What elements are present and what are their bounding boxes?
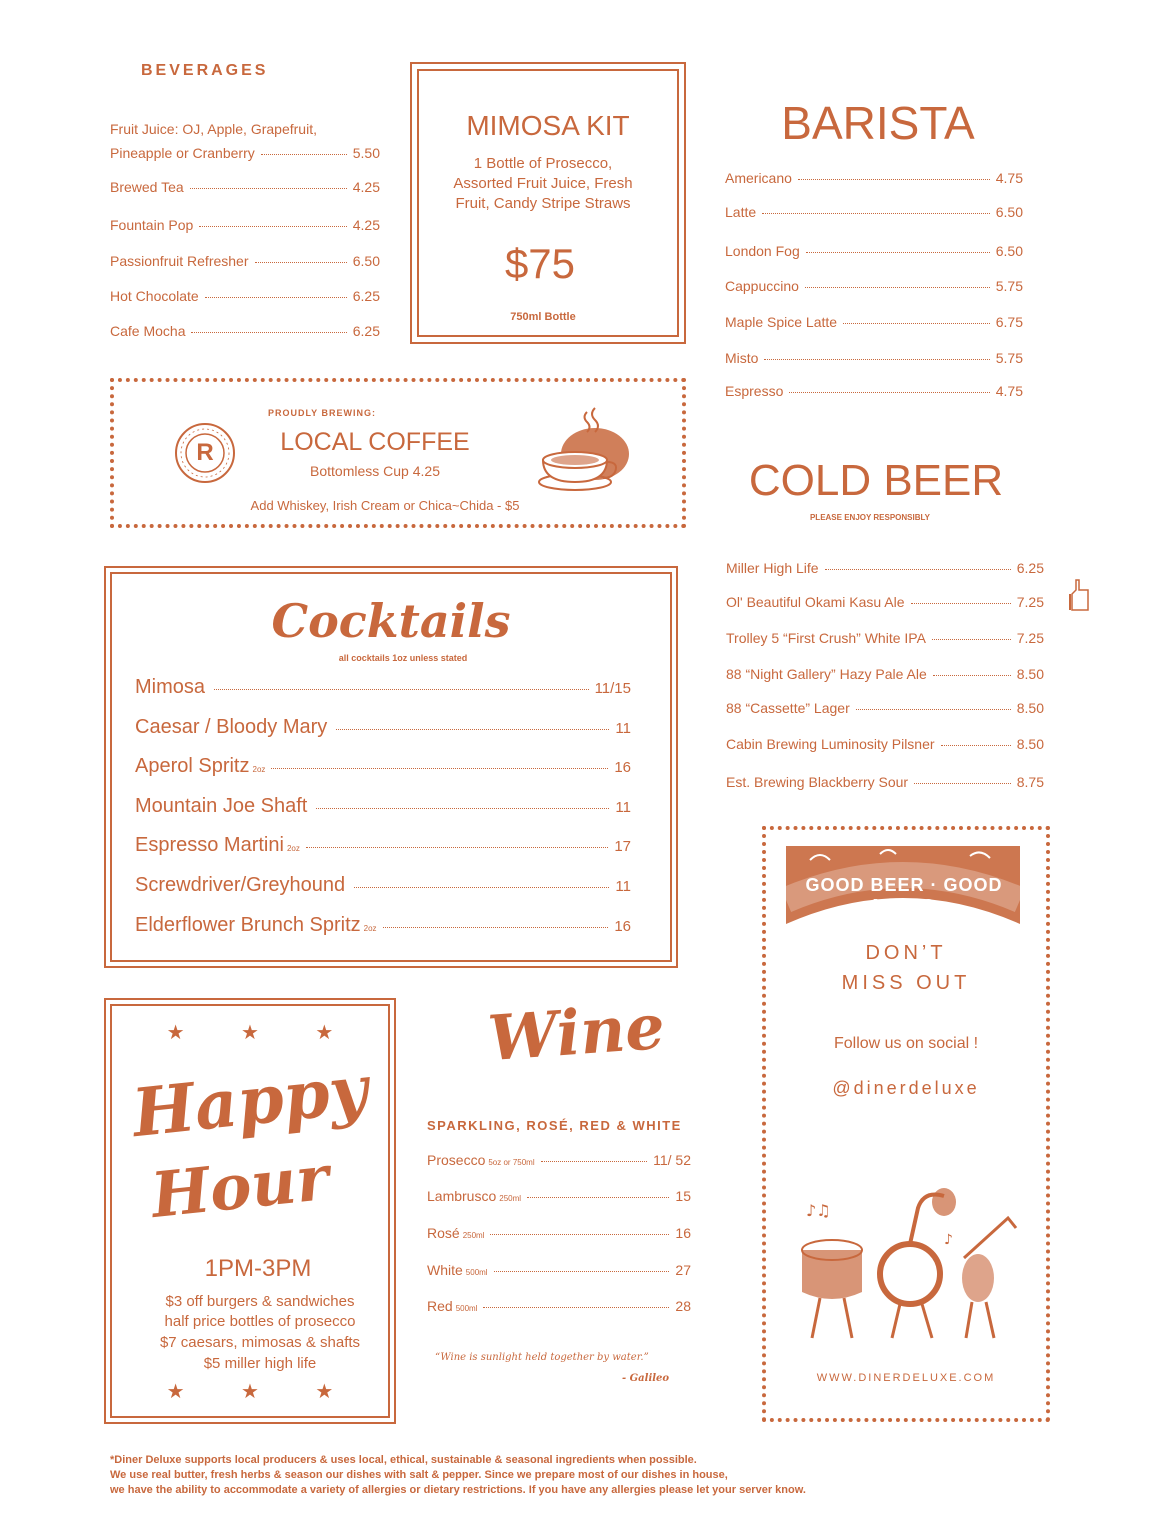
social-line1: DON’T	[865, 942, 947, 964]
local-coffee-subtitle: Bottomless Cup 4.25	[310, 463, 440, 479]
wine-subtitle: SPARKLING, ROSÉ, RED & WHITE	[427, 1118, 682, 1133]
barista-item: Americano 4.75	[725, 170, 1023, 186]
beer-item: 88 “Night Gallery” Hazy Pale Ale 8.50	[726, 666, 1044, 682]
beverage-item: Fountain Pop 4.25	[110, 217, 380, 233]
coffee-cup-icon	[535, 404, 635, 496]
local-coffee-title: LOCAL COFFEE	[280, 428, 470, 456]
wine-item: Red 500ml 28	[427, 1298, 691, 1314]
marching-band-illustration	[794, 1188, 1026, 1348]
local-coffee-eyebrow: PROUDLY BREWING:	[267, 408, 376, 418]
beer-item: 88 “Cassette” Lager 8.50	[726, 700, 1044, 716]
social-handle[interactable]: @dinerdeluxe	[832, 1078, 980, 1098]
star-icon: ★	[315, 1022, 334, 1044]
barista-item: London Fog 6.50	[725, 243, 1023, 259]
cold-beer-title: COLD BEER	[748, 456, 1004, 505]
beverage-item: Hot Chocolate 6.25	[110, 288, 380, 304]
cocktail-item: Espresso Martini 2oz 17	[135, 834, 631, 856]
star-icon: ★	[166, 1022, 185, 1044]
mimosa-kit-desc-3: Fruit, Candy Stripe Straws	[455, 195, 631, 212]
local-coffee-addon: Add Whiskey, Irish Cream or Chica~Chida - $5	[250, 498, 520, 513]
happy-hour-title-line2: Hour	[147, 1140, 333, 1233]
beer-item: Est. Brewing Blackberry Sour 8.75	[726, 774, 1044, 790]
beer-item: Trolley 5 “First Crush” White IPA 7.25	[726, 630, 1044, 646]
good-beer-banner-text: GOOD BEER · GOOD MUSIC	[805, 875, 1003, 916]
happy-hour-deal: $7 caesars, mimosas & shafts	[159, 1334, 361, 1351]
barista-item: Latte 6.50	[725, 204, 1023, 220]
cold-beer-subtitle: PLEASE ENJOY RESPONSIBLY	[809, 513, 931, 522]
beverage-item: Passionfruit Refresher 6.50	[110, 253, 380, 269]
wine-item: Prosecco 5oz or 750ml 11/ 52	[427, 1152, 691, 1168]
barista-item: Cappuccino 5.75	[725, 278, 1023, 294]
happy-hour-deal: $5 miller high life	[203, 1355, 317, 1372]
stars-top	[110, 1020, 390, 1045]
cocktails-subtitle: all cocktails 1oz unless stated	[338, 653, 468, 663]
mimosa-kit-desc-1: 1 Bottle of Prosecco,	[473, 155, 613, 172]
wine-quote-author: - Galileo	[622, 1373, 670, 1384]
star-icon: ★	[315, 1381, 334, 1403]
wine-item: Lambrusco 250ml 15	[427, 1188, 691, 1204]
svg-text:♪: ♪	[944, 1232, 953, 1248]
footer-line2: We use real butter, fresh herbs & season our dishes with salt & pepper. Since we prepare most of our dishes in house,	[110, 1469, 728, 1481]
beverage-item: Cafe Mocha 6.25	[110, 323, 380, 339]
star-icon: ★	[241, 1381, 259, 1403]
mimosa-kit-title: MIMOSA KIT	[466, 110, 630, 141]
star-icon: ★	[241, 1022, 259, 1044]
wine-quote: “Wine is sunlight held together by water.”	[435, 1352, 649, 1363]
cocktail-item: Mimosa 11/15	[135, 676, 631, 698]
footer-line3: we have the ability to accommodate a variety of allergies or dietary restrictions. If you have any allergies please let your server know.	[110, 1484, 806, 1496]
website[interactable]: WWW.DINERDELUXE.COM	[816, 1372, 996, 1384]
footer-line1: *Diner Deluxe supports local producers & uses local, ethical, sustainable & seasonal ingredients when possible.	[110, 1454, 697, 1466]
beer-item: Ol' Beautiful Okami Kasu Ale 7.25	[726, 594, 1044, 610]
svg-text:♪♫: ♪♫	[806, 1201, 831, 1220]
wine-title: Wine	[485, 989, 667, 1076]
wine-item: Rosé 250ml 16	[427, 1225, 691, 1241]
beverage-item: Brewed Tea 4.25	[110, 179, 380, 195]
cocktail-item: Aperol Spritz 2oz 16	[135, 755, 631, 777]
happy-hour-title-line1: Happy	[128, 1049, 372, 1153]
beverages-title: BEVERAGES	[141, 62, 269, 79]
beverage-item-name-line1: Fruit Juice: OJ, Apple, Grapefruit,	[110, 121, 317, 137]
stars-bottom	[110, 1379, 390, 1404]
happy-hour-deal: $3 off burgers & sandwiches	[165, 1293, 355, 1310]
roaster-logo-letter: R	[196, 439, 214, 466]
barista-item: Espresso 4.75	[725, 383, 1023, 399]
cocktails-title: Cocktails	[271, 594, 511, 648]
mimosa-kit-desc-2: Assorted Fruit Juice, Fresh	[453, 175, 633, 192]
thumbs-up-icon	[1066, 578, 1092, 614]
barista-item: Misto 5.75	[725, 350, 1023, 366]
happy-hour-deal: half price bottles of prosecco	[164, 1313, 356, 1330]
mimosa-kit-price: $75	[504, 240, 576, 287]
beverage-item: Pineapple or Cranberry 5.50	[110, 145, 380, 161]
barista-item: Maple Spice Latte 6.75	[725, 314, 1023, 330]
barista-title: BARISTA	[781, 97, 975, 149]
cocktail-item: Screwdriver/Greyhound 11	[135, 874, 631, 896]
cocktail-item: Mountain Joe Shaft 11	[135, 795, 631, 817]
cocktail-item: Caesar / Bloody Mary 11	[135, 716, 631, 738]
mimosa-kit-size: 750ml Bottle	[510, 311, 576, 323]
social-follow: Follow us on social !	[833, 1035, 979, 1052]
beer-item: Miller High Life 6.25	[726, 560, 1044, 576]
cocktail-item: Elderflower Brunch Spritz 2oz 16	[135, 914, 631, 936]
social-line2: MISS OUT	[841, 972, 971, 994]
happy-hour-time: 1PM-3PM	[204, 1255, 312, 1282]
star-icon: ★	[166, 1381, 185, 1403]
wine-item: White 500ml 27	[427, 1262, 691, 1278]
beer-item: Cabin Brewing Luminosity Pilsner 8.50	[726, 736, 1044, 752]
